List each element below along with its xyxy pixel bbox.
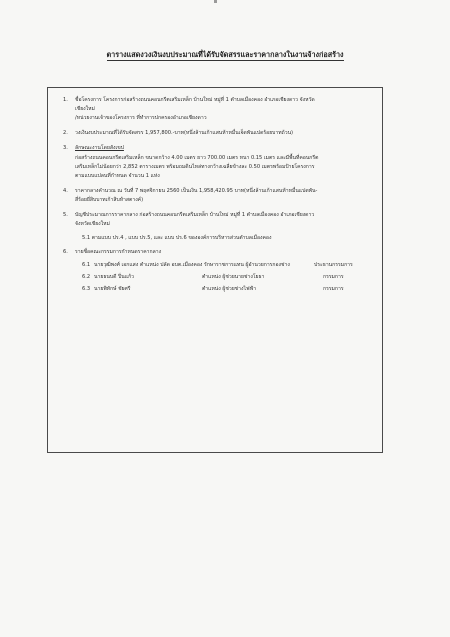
item-line: ก่อสร้างถนนคอนกรีตเสริมเหล็ก ขนาดกว้าง 4.00 เมตร ยาว 700.00 เมตร หนา 0.15 เมตร และมีพื้นที่คอนกรีต (75, 155, 319, 161)
item-number: 4. (63, 188, 68, 194)
item-line: /หน่วยงานเจ้าของโครงการ ที่ทำการปกครองอำเภอเชียงดาว (75, 115, 207, 121)
committee-member-name: นายพิทักษ์ ชัยศรี (94, 286, 131, 292)
item-line: จังหวัดเชียงใหม่ (75, 221, 110, 227)
item-number: 1. (63, 97, 68, 103)
committee-member-name: นายธนบดี ปิ่นแก้ว (94, 274, 135, 280)
committee-member-position: ตำแหน่ง ผู้ช่วยนายช่างโยธา (202, 274, 265, 280)
item-line: รายชื่อคณะกรรมการกำหนดราคากลาง (75, 249, 162, 255)
item-line: เสริมเหล็กไม่น้อยกว่า 2,852 ตารางเมตร พร้อมถมดินไหล่ทางกว้างเฉลี่ยข้างละ 0.50 เมตรพร้อมป้ายโครงการ (75, 164, 315, 170)
item-line: วงเงินงบประมาณที่ได้รับจัดสรร 1,957,800.-บาท(หนึ่งล้านเก้าแสนห้าหมื่นเจ็ดพันแปดร้อยบาทถ้วน) (75, 130, 294, 136)
committee-role: ประธานกรรมการ (314, 262, 353, 268)
page-title: ตารางแสดงวงเงินงบประมาณที่ได้รับจัดสรรและราคากลางในงานจ้างก่อสร้าง (106, 50, 344, 59)
item-number: 3. (63, 145, 68, 151)
item-line: ชื่อโครงการ โครงการก่อสร้างถนนคอนกรีตเสริมเหล็ก บ้านใหม่ หมู่ที่ 1 ตำบลเมืองคอง อำเภอเชียงดาว จังหวัด (75, 97, 315, 103)
item-number: 6. (63, 249, 68, 255)
section-heading: ลักษณะงานโดยสังเขป (75, 145, 124, 151)
item-line: เชียงใหม่ (75, 106, 95, 112)
item-line: บัญชีประมาณการราคากลาง ก่อสร้างถนนคอนกรีตเสริมเหล็ก บ้านใหม่ หมู่ที่ 1 ตำบลเมืองคอง อำเภอเชียงดาว (75, 212, 315, 218)
committee-member-name: นายวุฒิพงศ์ เอกแสง ตำแหน่ง ปลัด อบต.เมืองคอง รักษาราชการแทน ผู้อำนวยการกองช่าง (94, 262, 290, 268)
item-line: ตามแบบแปลนที่กำหนด จำนวน 1 แห่ง (75, 173, 160, 179)
item-line: ราคากลางคำนวณ ณ วันที่ 7 พฤศจิกายน 2560 เป็นเงิน 1,958,420.95 บาท(หนึ่งล้านเก้าแสนห้าหมื่นแปดพัน- (75, 188, 318, 194)
item-number: 5. (63, 212, 68, 218)
committee-role: กรรมการ (323, 274, 344, 280)
committee-member-position: ตำแหน่ง ผู้ช่วยช่างไฟฟ้า (202, 286, 257, 292)
committee-number: 6.1 (82, 262, 91, 268)
info-box (47, 87, 383, 453)
item-subline: 5.1 ตามแบบ ปร.4 , แบบ ปร.5, และ แบบ ปร.6 ขององค์การบริหารส่วนตำบลเมืองคอง (82, 235, 272, 241)
committee-number: 6.2 (82, 274, 91, 280)
item-number: 2. (63, 130, 68, 136)
scan-mark-icon (214, 0, 217, 3)
item-line: สี่ร้อยยี่สิบบาทเก้าสิบห้าสตางค์) (75, 197, 144, 203)
committee-number: 6.3 (82, 286, 91, 292)
committee-role: กรรมการ (323, 286, 344, 292)
